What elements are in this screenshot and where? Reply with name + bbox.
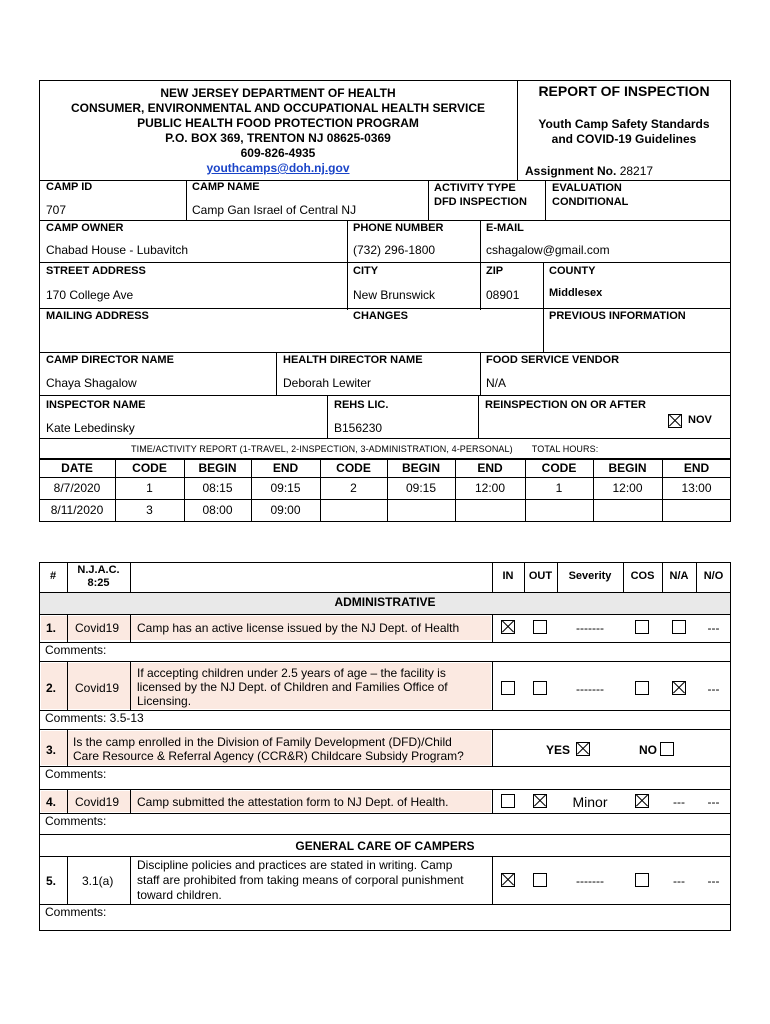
item2-cos-checkbox[interactable] <box>635 681 649 695</box>
item5-na: --- <box>673 874 685 888</box>
zip-label: ZIP <box>486 265 504 277</box>
inspector: Kate Lebedinsky <box>46 421 135 435</box>
agency-header <box>40 86 516 176</box>
item3-yes-checkbox[interactable] <box>576 742 590 756</box>
county: Middlesex <box>549 287 603 299</box>
item4-cos-checkbox[interactable] <box>635 794 649 808</box>
item1-comments: Comments: <box>45 643 107 657</box>
rehs-label: REHS LIC. <box>334 399 389 411</box>
email: cshagalow@gmail.com <box>486 243 610 257</box>
item1-severity: ------- <box>576 621 604 635</box>
assignment-number: Assignment No. 28217 <box>525 164 654 178</box>
col-na: N/A <box>669 570 689 582</box>
col-njac: N.J.A.C. 8:25 <box>77 564 120 589</box>
item4-in-checkbox[interactable] <box>501 794 515 808</box>
email-label: E-MAIL <box>486 222 524 234</box>
item3-no-checkbox[interactable] <box>660 742 674 756</box>
activity-type-label: ACTIVITY TYPE DFD INSPECTION <box>434 182 527 208</box>
owner-label: CAMP OWNER <box>46 222 124 234</box>
item2-no: --- <box>707 682 720 696</box>
changes-label: CHANGES <box>353 310 409 322</box>
item3-no-label: NO <box>639 743 657 757</box>
item3-yes-label: YES <box>546 743 571 757</box>
col-num: # <box>49 570 57 582</box>
item3-comments: Comments: <box>45 767 107 781</box>
phone: (732) 296-1800 <box>353 243 436 257</box>
agency-line: CONSUMER, ENVIRONMENTAL AND OCCUPATIONAL HEALTH SERVICE <box>70 101 486 115</box>
previous-label: PREVIOUS INFORMATION <box>549 310 686 322</box>
street-label: STREET ADDRESS <box>46 265 146 277</box>
street: 170 College Ave <box>46 288 134 302</box>
item1-out-checkbox[interactable] <box>533 620 547 634</box>
time-report-title: TIME/ACTIVITY REPORT (1-TRAVEL, 2-INSPECTION, 3-ADMINISTRATION, 4-PERSONAL) TOTAL HOURS: <box>131 444 599 454</box>
item5-out-checkbox[interactable] <box>533 873 547 887</box>
item2-severity: ------- <box>576 682 604 696</box>
section-general-care: GENERAL CARE OF CAMPERS <box>295 839 475 853</box>
nov-checkbox[interactable] <box>668 414 682 428</box>
phone-label: PHONE NUMBER <box>353 222 444 234</box>
camp-id-label: CAMP ID <box>46 181 93 193</box>
item1-na-checkbox[interactable] <box>672 620 686 634</box>
item4-na: --- <box>673 795 685 809</box>
health-director-label: HEALTH DIRECTOR NAME <box>283 354 423 366</box>
city-label: CITY <box>353 265 379 277</box>
director-label: CAMP DIRECTOR NAME <box>46 354 174 366</box>
county-label: COUNTY <box>549 265 596 277</box>
item5-no: --- <box>707 874 720 888</box>
camp-id: 707 <box>46 203 67 217</box>
col-severity: Severity <box>568 570 612 582</box>
item4-no: --- <box>707 795 720 809</box>
col-in: IN <box>502 570 514 582</box>
item1-no: --- <box>707 621 720 635</box>
item5-comments: Comments: <box>45 905 107 919</box>
evaluation-label: EVALUATION CONDITIONAL <box>552 182 629 208</box>
agency-line: NEW JERSEY DEPARTMENT OF HEALTH <box>160 86 396 100</box>
reinspection-label: REINSPECTION ON OR AFTER <box>485 399 646 411</box>
agency-line: P.O. BOX 369, TRENTON NJ 08625-0369 <box>165 131 391 145</box>
col-no: N/O <box>703 570 724 582</box>
section-administrative: ADMINISTRATIVE <box>334 595 436 609</box>
item2-na-checkbox[interactable] <box>672 681 686 695</box>
agency-line: PUBLIC HEALTH FOOD PROTECTION PROGRAM <box>137 116 419 130</box>
item4-out-checkbox[interactable] <box>533 794 547 808</box>
city: New Brunswick <box>353 288 436 302</box>
email-link[interactable]: youthcamps@doh.nj.gov <box>206 161 350 175</box>
report-subtitle: Youth Camp Safety Standards and COVID-19 Guidelines <box>538 117 710 146</box>
director: Chaya Shagalow <box>46 376 137 390</box>
item2-in-checkbox[interactable] <box>501 681 515 695</box>
item4-comments: Comments: <box>45 814 107 828</box>
zip: 08901 <box>486 288 520 302</box>
item2-comments: Comments: 3.5-13 <box>45 711 144 725</box>
item5-severity: ------- <box>576 874 604 888</box>
rehs: B156230 <box>334 421 383 435</box>
item5-cos-checkbox[interactable] <box>635 873 649 887</box>
item1-cos-checkbox[interactable] <box>635 620 649 634</box>
item2-out-checkbox[interactable] <box>533 681 547 695</box>
vendor: N/A <box>486 376 507 390</box>
col-cos: COS <box>630 570 655 582</box>
health-director: Deborah Lewiter <box>283 376 372 390</box>
item5-in-checkbox[interactable] <box>501 873 515 887</box>
inspector-label: INSPECTOR NAME <box>46 399 146 411</box>
item1-in-checkbox[interactable] <box>501 620 515 634</box>
report-title: REPORT OF INSPECTION <box>538 83 710 99</box>
total-hours-label: TOTAL HOURS: <box>531 444 599 454</box>
col-out: OUT <box>528 570 553 582</box>
owner: Chabad House - Lubavitch <box>46 243 189 257</box>
item4-severity: Minor <box>572 794 608 810</box>
vendor-label: FOOD SERVICE VENDOR <box>486 354 620 366</box>
camp-name: Camp Gan Israel of Central NJ <box>192 203 357 217</box>
mailing-label: MAILING ADDRESS <box>46 310 149 322</box>
nov-label: NOV <box>688 414 712 426</box>
camp-name-label: CAMP NAME <box>192 181 260 193</box>
agency-line: 609-826-4935 <box>240 146 316 160</box>
